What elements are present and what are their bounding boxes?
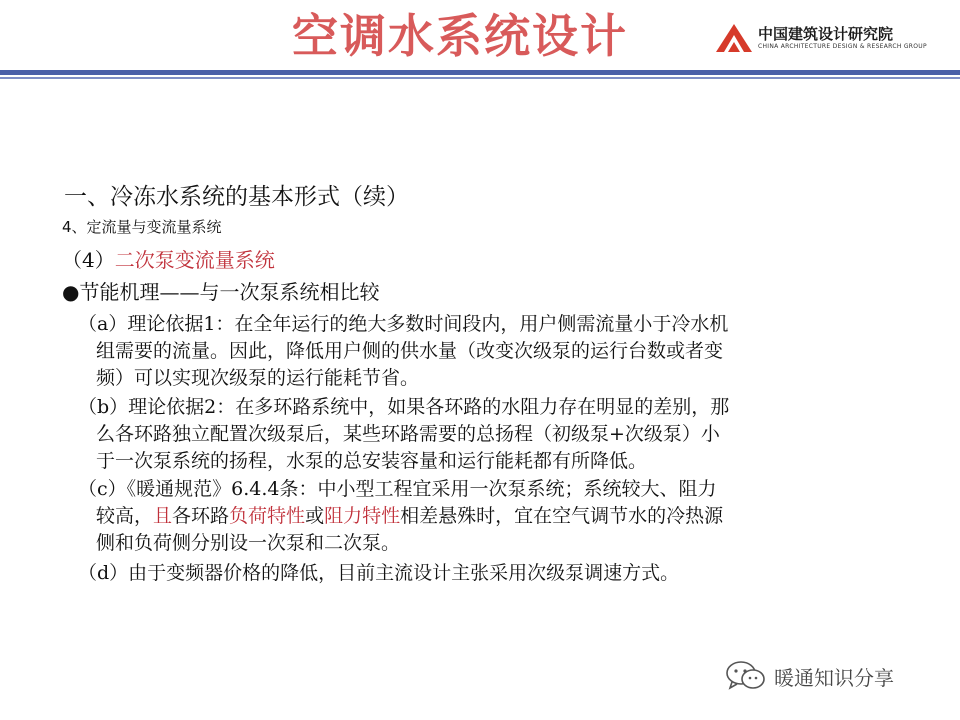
paragraph-c-text-a: 较高，: [96, 505, 154, 527]
slide-title: 空调水系统设计: [292, 9, 628, 63]
watermark-text: 暖通知识分享: [774, 666, 894, 690]
paragraph-c-highlight-and: 且: [153, 505, 173, 527]
paragraph-c-line-3: 侧和负荷侧分别设一次泵和二次泵。: [96, 532, 401, 554]
heading-3-highlight: 二次泵变流量系统: [114, 248, 275, 272]
paragraph-a: [78, 311, 918, 392]
paragraph-a-line-2: 组需要的流量。因此，降低用户侧的供水量（改变次级泵的运行台数或者变: [96, 340, 724, 362]
paragraph-d-line-1: （d）由于变频器价格的降低，目前主流设计主张采用次级泵调速方式。: [78, 562, 680, 584]
paragraph-c-highlight-resistance: 阻力特性: [324, 505, 401, 527]
heading-2: 4、定流量与变流量系统: [62, 218, 222, 236]
paragraph-c: [78, 476, 918, 557]
bullet-energy-mechanism: ●节能机理——与一次泵系统相比较: [62, 280, 380, 304]
paragraph-b: [78, 394, 918, 475]
wechat-icon: [724, 660, 768, 692]
logo-name-en: CHINA ARCHITECTURE DESIGN & RESEARCH GROUP: [758, 43, 927, 50]
paragraph-c-text-b: 各环路: [172, 505, 230, 527]
paragraph-a-line-1: （a）理论依据1：在全年运行的绝大多数时间段内，用户侧需流量小于冷水机: [78, 313, 729, 335]
paragraph-c-text-d: 相差悬殊时，宜在空气调节水的冷热源: [400, 505, 724, 527]
logo-name-cn: 中国建筑设计研究院: [758, 25, 894, 43]
paragraph-d: [78, 560, 918, 587]
paragraph-b-line-2: 么各环路独立配置次级泵后，某些环路需要的总扬程（初级泵+次级泵）小: [96, 423, 720, 445]
paragraph-b-line-3: 于一次泵系统的扬程，水泵的总安装容量和运行能耗都有所降低。: [96, 450, 648, 472]
paragraph-c-line-2: [78, 503, 918, 530]
heading-3-prefix: （4）: [62, 248, 115, 272]
paragraph-a-line-3: 频）可以实现次级泵的运行能耗节省。: [96, 367, 420, 389]
paragraph-c-highlight-load: 负荷特性: [229, 505, 306, 527]
heading-3: [62, 244, 275, 273]
paragraph-c-text-c: 或: [305, 505, 325, 527]
paragraph-b-line-1: （b）理论依据2：在多环路系统中，如果各环路的水阻力存在明显的差别，那: [78, 396, 730, 418]
paragraph-c-line-1: （c）《暖通规范》6.4.4条：中小型工程宜采用一次泵系统；系统较大、阻力: [78, 478, 717, 500]
watermark: [724, 660, 944, 692]
heading-1: 一、冷冻水系统的基本形式（续）: [64, 184, 409, 210]
